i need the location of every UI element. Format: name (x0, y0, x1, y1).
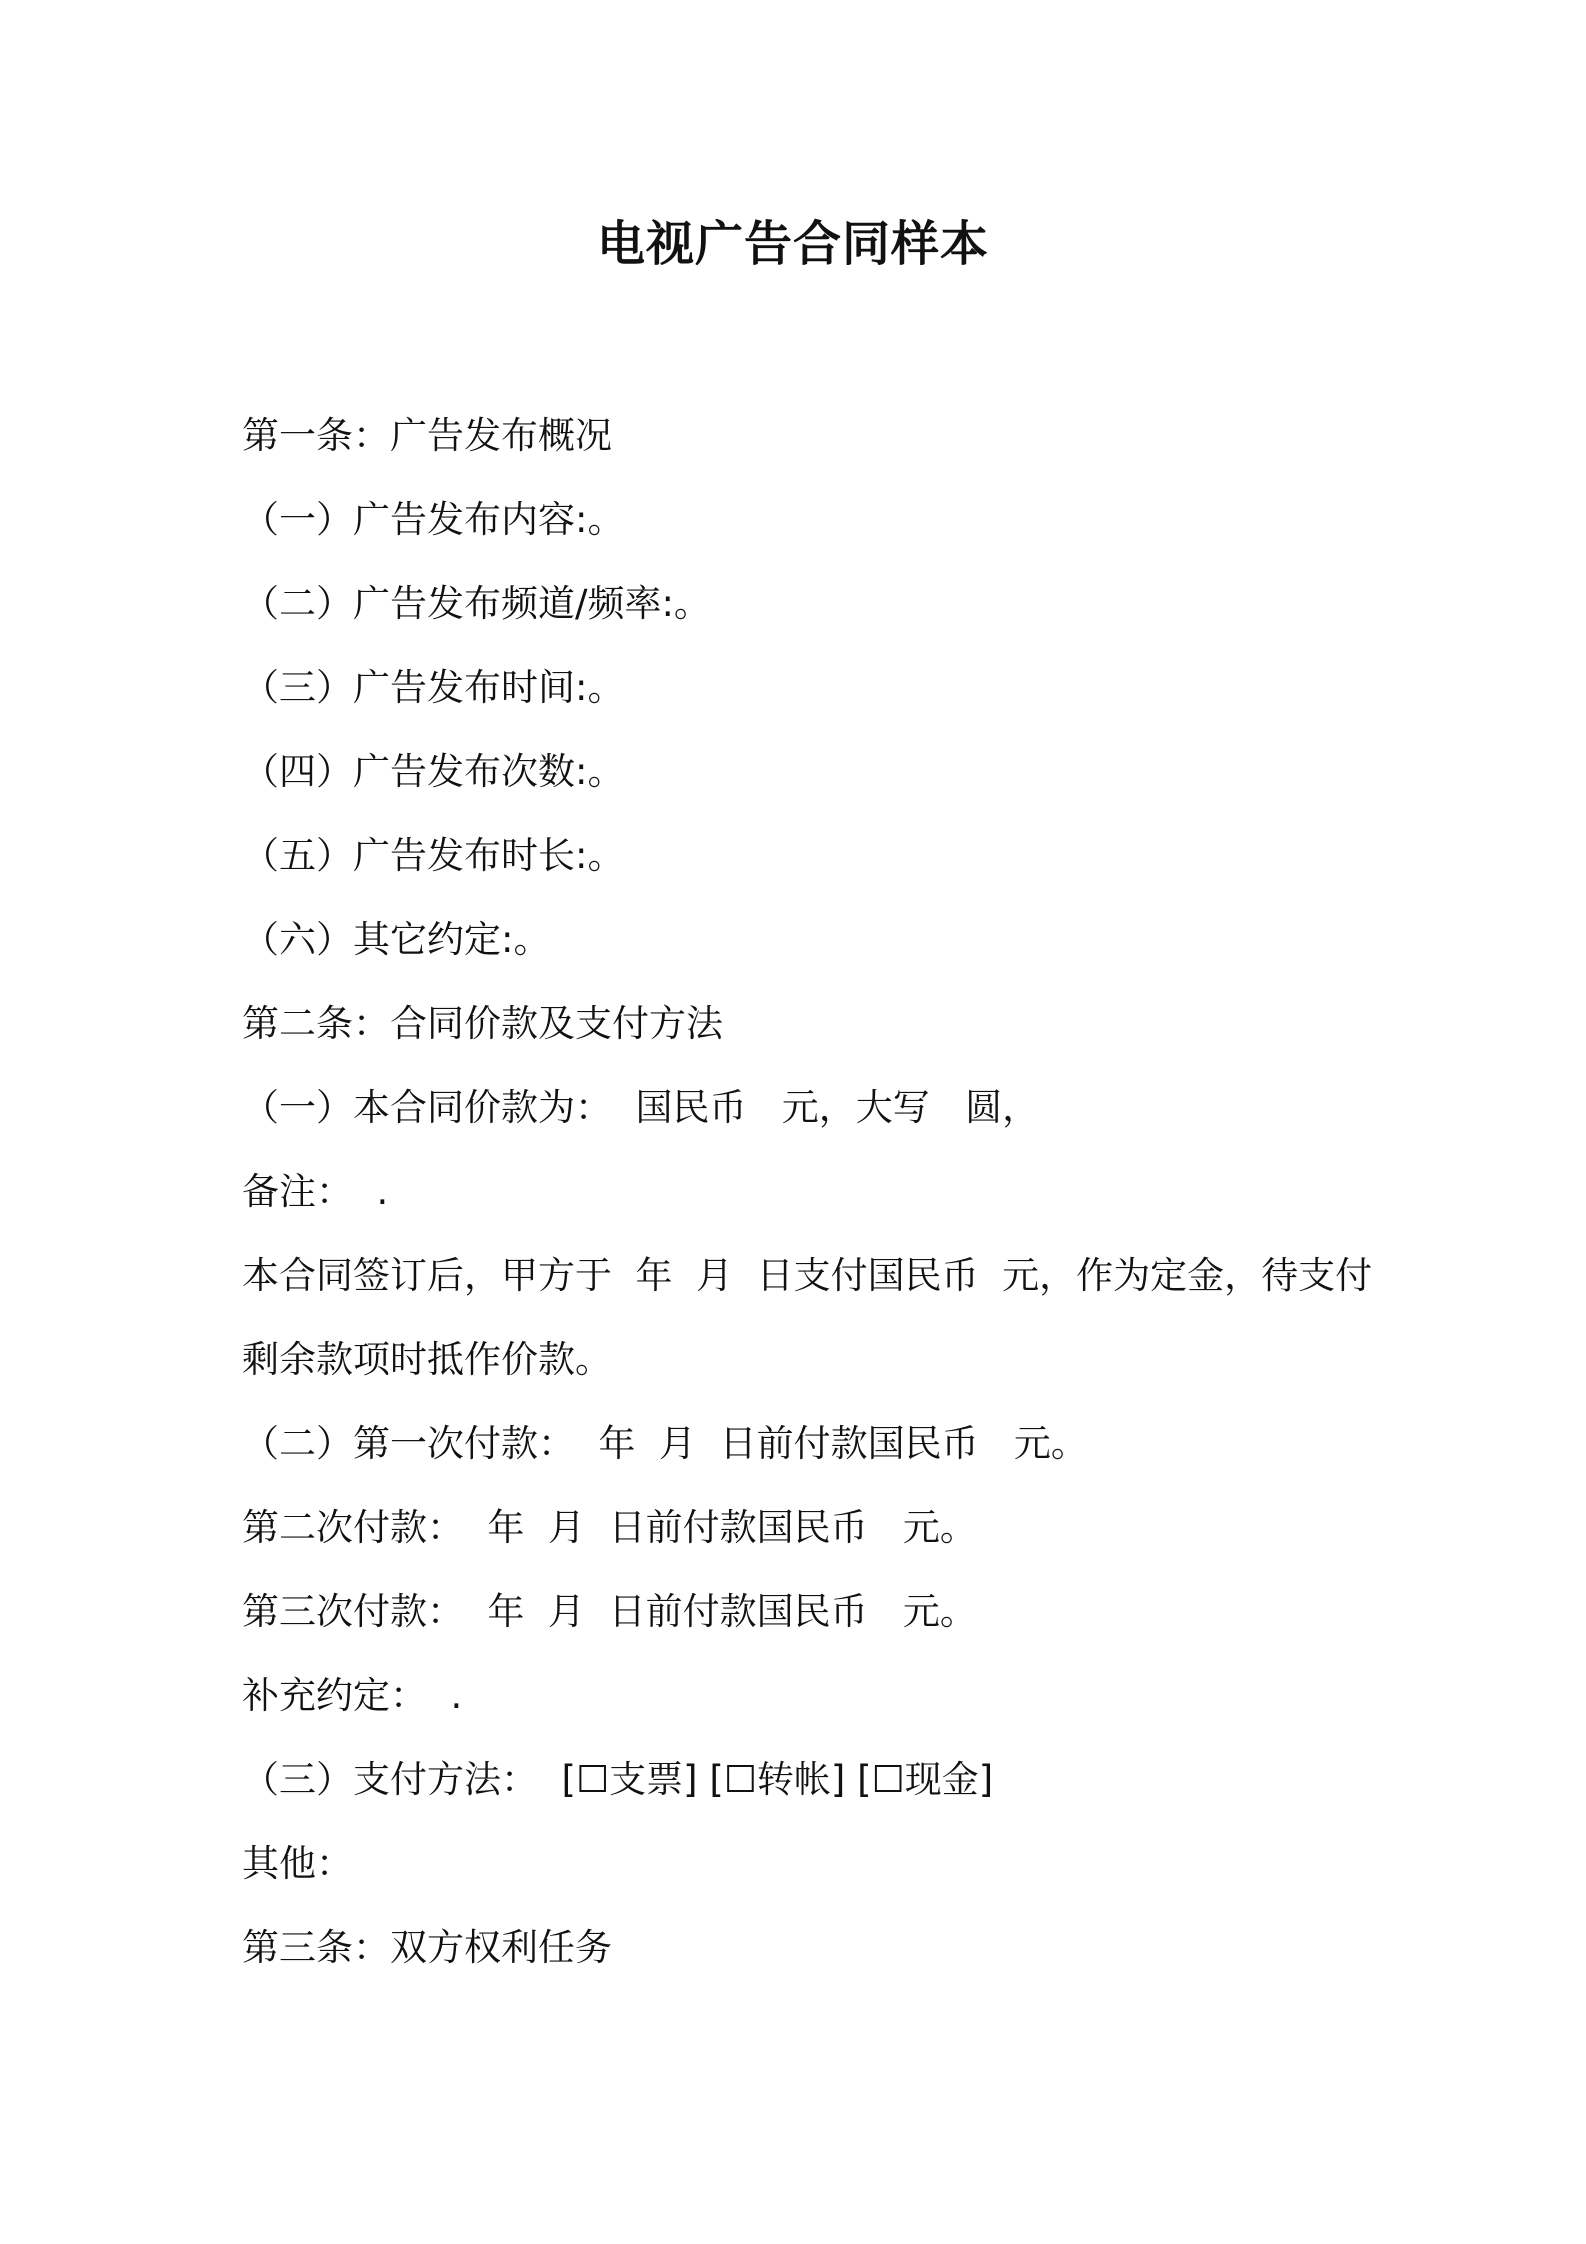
article-1-item-2: （二）广告发布频道/频率:。 (242, 582, 711, 625)
article-1-item-5: （五）广告发布时长:。 (242, 834, 625, 877)
article-2-heading: 第二条：合同价款及支付方法 (242, 1002, 723, 1045)
article-1-heading: 第一条：广告发布概况 (242, 414, 612, 457)
article-3-heading: 第三条：双方权利任务 (242, 1926, 612, 1969)
article-1-item-4: （四）广告发布次数:。 (242, 750, 625, 793)
payment-method-line: （三）支付方法： [☐支票] [☐转帐] [☐现金] (242, 1758, 994, 1801)
remark-line: 备注： . (242, 1170, 389, 1213)
second-payment-line: 第二次付款： 年 月 日前付款国民币 元。 (242, 1506, 977, 1549)
third-payment-line: 第三次付款： 年 月 日前付款国民币 元。 (242, 1590, 977, 1633)
deposit-line: 本合同签订后，甲方于 年 月 日支付国民币 元，作为定金，待支付 (242, 1254, 1373, 1297)
article-1-item-1: （一）广告发布内容:。 (242, 498, 625, 541)
deposit-line-continued: 剩余款项时抵作价款。 (242, 1338, 612, 1381)
other-line: 其他： (242, 1842, 353, 1885)
document-title: 电视广告合同样本 (596, 216, 989, 272)
supplementary-agreement-line: 补充约定： . (242, 1674, 463, 1717)
first-payment-line: （二）第一次付款： 年 月 日前付款国民币 元。 (242, 1422, 1088, 1465)
contract-price-line: （一）本合同价款为： 国民币 元，大写 圆， (242, 1086, 1040, 1129)
article-1-item-6: （六）其它约定:。 (242, 918, 551, 961)
article-1-item-3: （三）广告发布时间:。 (242, 666, 625, 709)
